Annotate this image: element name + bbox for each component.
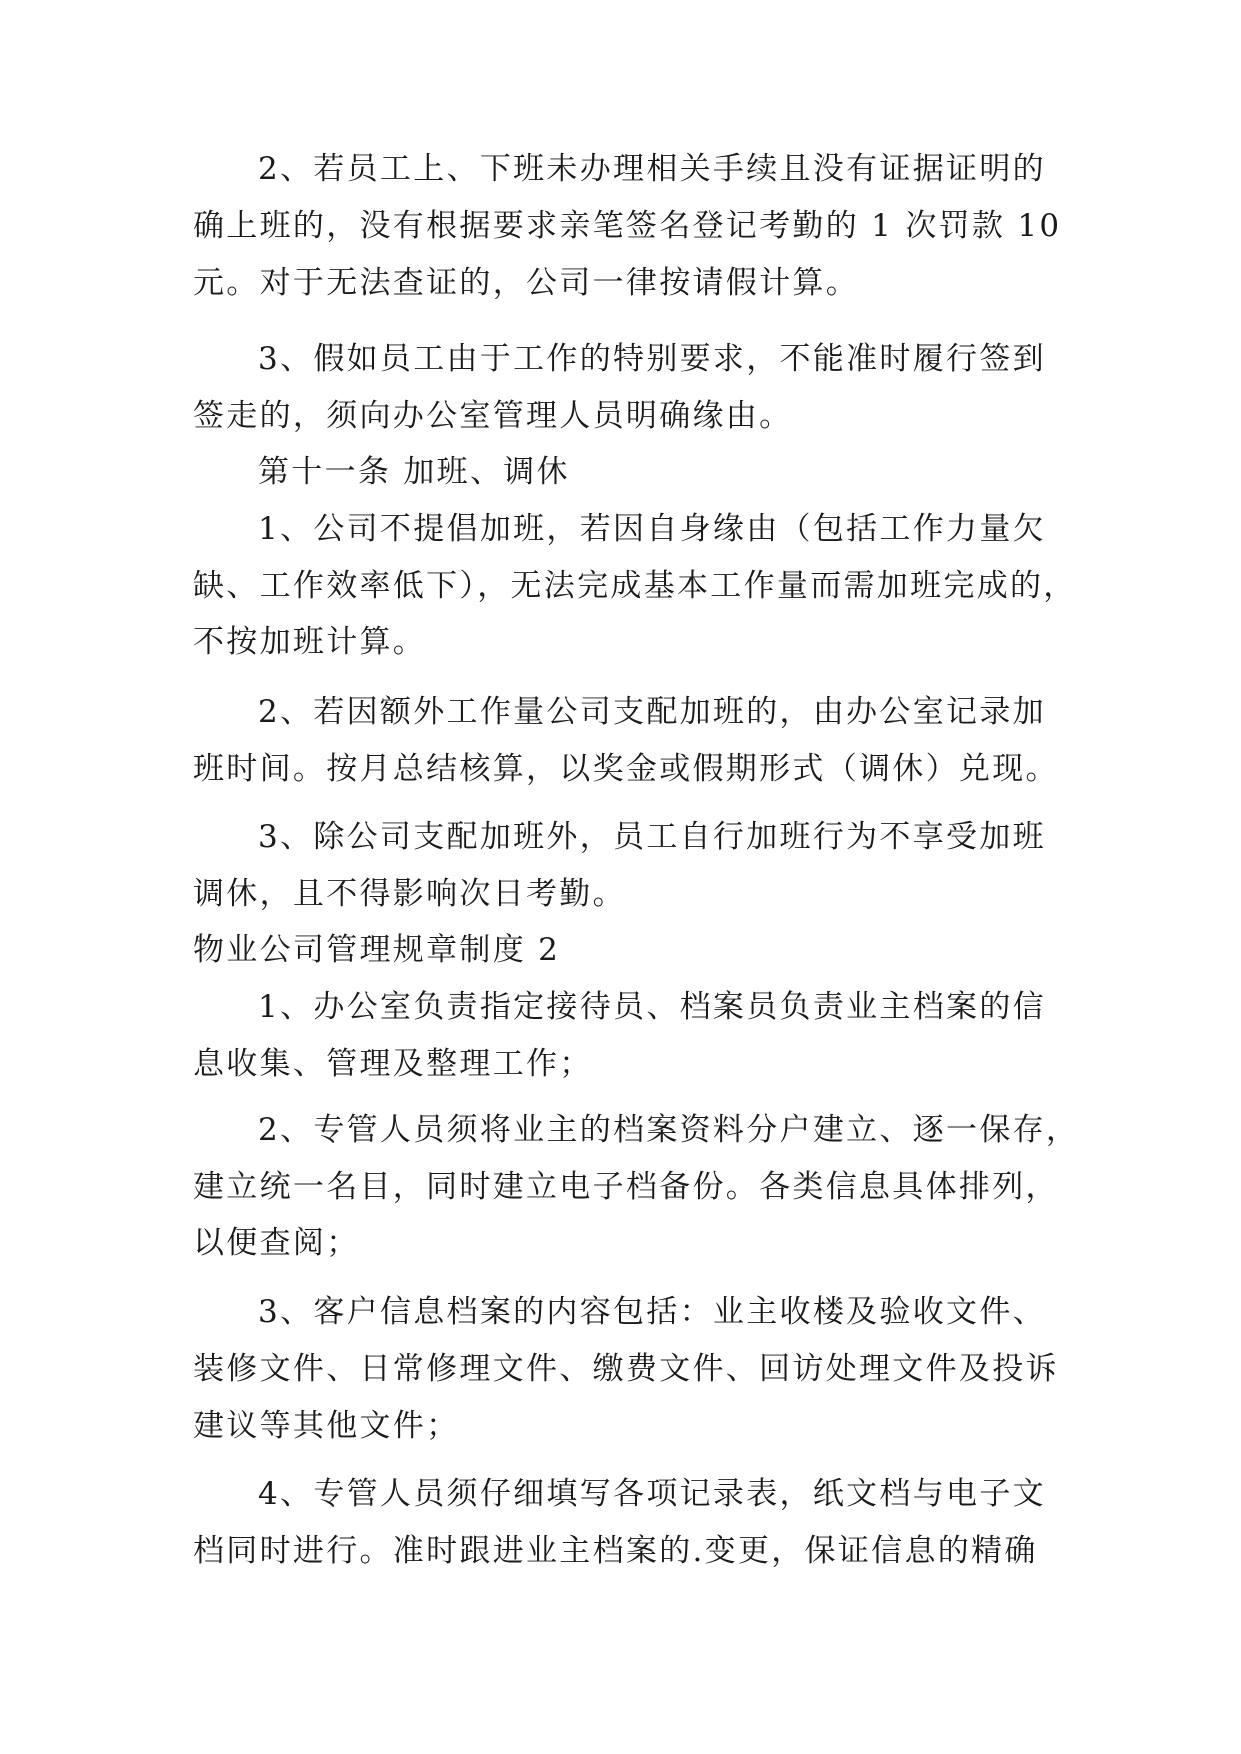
- paragraph-line: 2、若因额外工作量公司支配加班的，由办公室记录加: [258, 694, 1046, 730]
- paragraph-line: 不按加班计算。: [193, 624, 427, 660]
- paragraph-line: 班时间。按月总结核算，以奖金或假期形式（调休）兑现。: [193, 751, 1059, 787]
- paragraph-line: 3、假如员工由于工作的特别要求，不能准时履行签到: [258, 341, 1046, 377]
- paragraph-line: 1、办公室负责指定接待员、档案员负责业主档案的信: [258, 989, 1046, 1025]
- paragraph-line: 以便查阅；: [193, 1225, 360, 1261]
- paragraph-line: 装修文件、日常修理文件、缴费文件、回访处理文件及投诉: [193, 1351, 1059, 1387]
- paragraph-line: 2、专管人员须将业主的档案资料分户建立、逐一保存，: [258, 1112, 1080, 1148]
- paragraph-line: 3、除公司支配加班外，员工自行加班行为不享受加班: [258, 819, 1046, 855]
- paragraph-line: 息收集、管理及整理工作；: [193, 1046, 593, 1082]
- paragraph-line: 建议等其他文件；: [193, 1408, 460, 1444]
- paragraph-line: 调休，且不得影响次日考勤。: [193, 876, 626, 912]
- paragraph-line: 档同时进行。准时跟进业主档案的.变更，保证信息的精确: [193, 1533, 1038, 1569]
- paragraph-line: 3、客户信息档案的内容包括：业主收楼及验收文件、: [258, 1294, 1046, 1330]
- paragraph-line: 建立统一名目，同时建立电子档备份。各类信息具体排列，: [193, 1169, 1059, 1205]
- paragraph-line: 2、若员工上、下班未办理相关手续且没有证据证明的: [258, 151, 1046, 187]
- paragraph-line: 4、专管人员须仔细填写各项记录表，纸文档与电子文: [258, 1476, 1046, 1512]
- paragraph-line: 元。对于无法查证的，公司一律按请假计算。: [193, 265, 859, 301]
- section-heading: 第十一条 加班、调休: [258, 454, 570, 490]
- document-title: 物业公司管理规章制度 2: [193, 932, 561, 968]
- paragraph-line: 确上班的，没有根据要求亲笔签名登记考勤的 1 次罚款 10: [193, 208, 1062, 244]
- paragraph-line: 1、公司不提倡加班，若因自身缘由（包括工作力量欠: [258, 511, 1046, 547]
- paragraph-line: 缺、工作效率低下），无法完成基本工作量而需加班完成的，: [193, 568, 1077, 604]
- paragraph-line: 签走的，须向办公室管理人员明确缘由。: [193, 398, 793, 434]
